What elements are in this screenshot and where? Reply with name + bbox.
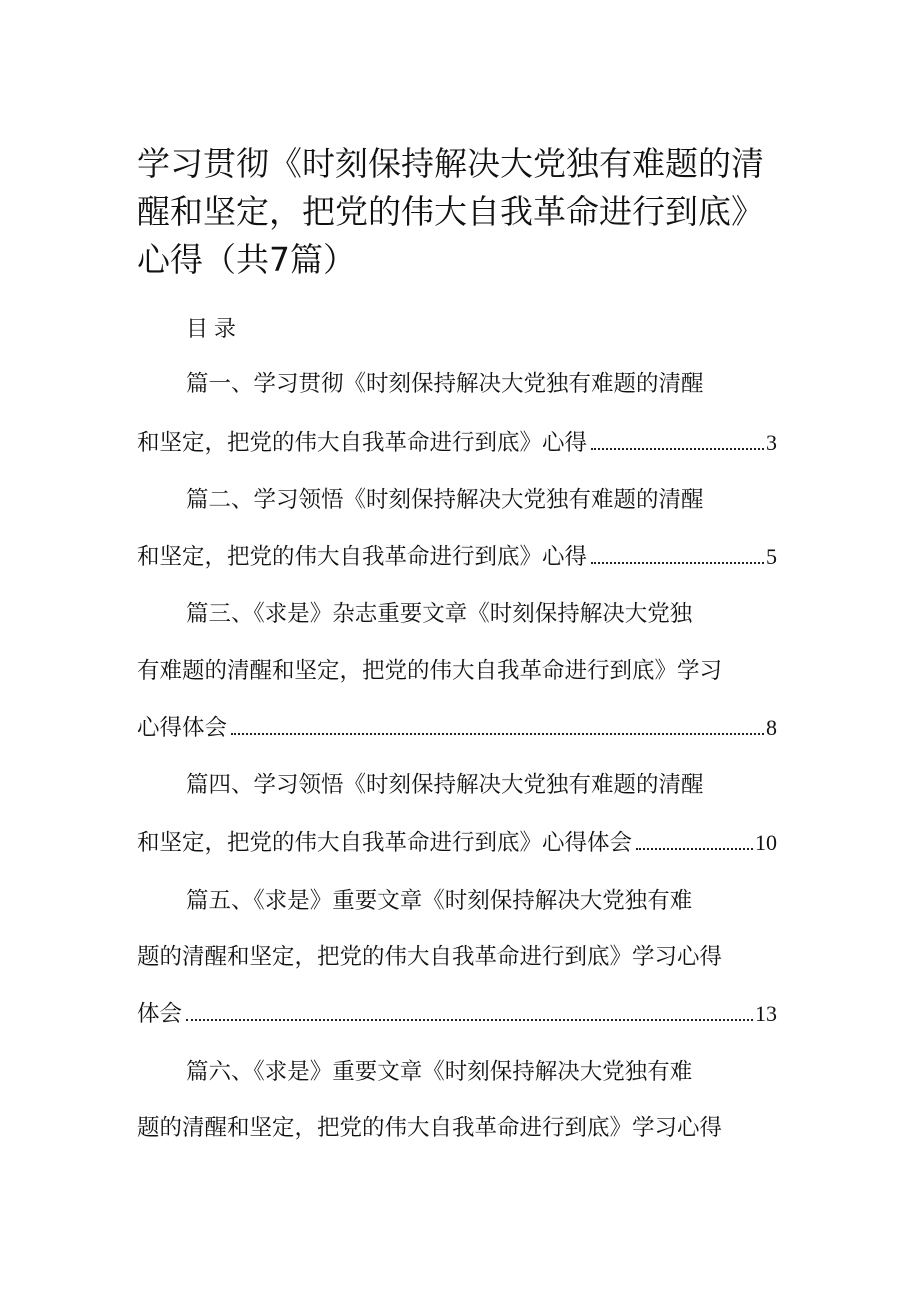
- dot-leader: [231, 733, 764, 735]
- toc-entry-5-line-1[interactable]: 篇五、《求是》重要文章《时刻保持解决大党独有难: [186, 888, 693, 914]
- toc-entry-5-leader[interactable]: [137, 998, 777, 1030]
- toc-entry-3-line-2[interactable]: 有难题的清醒和坚定，把党的伟大自我革命进行到底》学习: [137, 658, 723, 684]
- toc-entry-4-leader[interactable]: [137, 827, 777, 859]
- toc-entry-5-line-2[interactable]: 题的清醒和坚定，把党的伟大自我革命进行到底》学习心得: [137, 944, 723, 970]
- toc-entry-2-text: 和坚定，把党的伟大自我革命进行到底》心得: [137, 544, 588, 570]
- dot-leader: [591, 448, 764, 450]
- toc-entry-1-line-1[interactable]: 篇一、学习贯彻《时刻保持解决大党独有难题的清醒: [186, 371, 704, 397]
- toc-entry-2-leader[interactable]: [137, 541, 777, 573]
- toc-entry-6-line-2[interactable]: 题的清醒和坚定，把党的伟大自我革命进行到底》学习心得: [137, 1115, 723, 1141]
- toc-heading: 目录: [186, 317, 243, 342]
- toc-entry-2-line-1[interactable]: 篇二、学习领悟《时刻保持解决大党独有难题的清醒: [186, 487, 704, 513]
- toc-entry-6-line-1[interactable]: 篇六、《求是》重要文章《时刻保持解决大党独有难: [186, 1059, 693, 1085]
- toc-entry-3-text: 心得体会: [137, 715, 228, 741]
- toc-entry-5-page: 13: [755, 1001, 777, 1026]
- title-line-3: 心得（共7篇）: [137, 240, 356, 279]
- dot-leader: [636, 848, 753, 850]
- toc-entry-3-leader[interactable]: [137, 712, 777, 744]
- toc-entry-4-text: 和坚定，把党的伟大自我革命进行到底》心得体会: [137, 830, 633, 856]
- toc-entry-3-line-1[interactable]: 篇三、《求是》杂志重要文章《时刻保持解决大党独: [186, 601, 693, 627]
- toc-entry-1-leader[interactable]: [137, 427, 777, 459]
- toc-entry-2-page: 5: [766, 544, 777, 569]
- title-line-1: 学习贯彻《时刻保持解决大党独有难题的清: [137, 144, 764, 183]
- toc-entry-4-page: 10: [755, 830, 777, 855]
- toc-entry-1-text: 和坚定，把党的伟大自我革命进行到底》心得: [137, 430, 588, 456]
- toc-entry-1-page: 3: [766, 430, 777, 455]
- toc-entry-5-text: 体会: [137, 1001, 183, 1027]
- dot-leader: [186, 1019, 753, 1021]
- dot-leader: [591, 562, 764, 564]
- title-line-2: 醒和坚定，把党的伟大自我革命进行到底》: [137, 192, 764, 231]
- toc-entry-4-line-1[interactable]: 篇四、学习领悟《时刻保持解决大党独有难题的清醒: [186, 772, 704, 798]
- document-title: [137, 140, 777, 284]
- toc-entry-3-page: 8: [766, 715, 777, 740]
